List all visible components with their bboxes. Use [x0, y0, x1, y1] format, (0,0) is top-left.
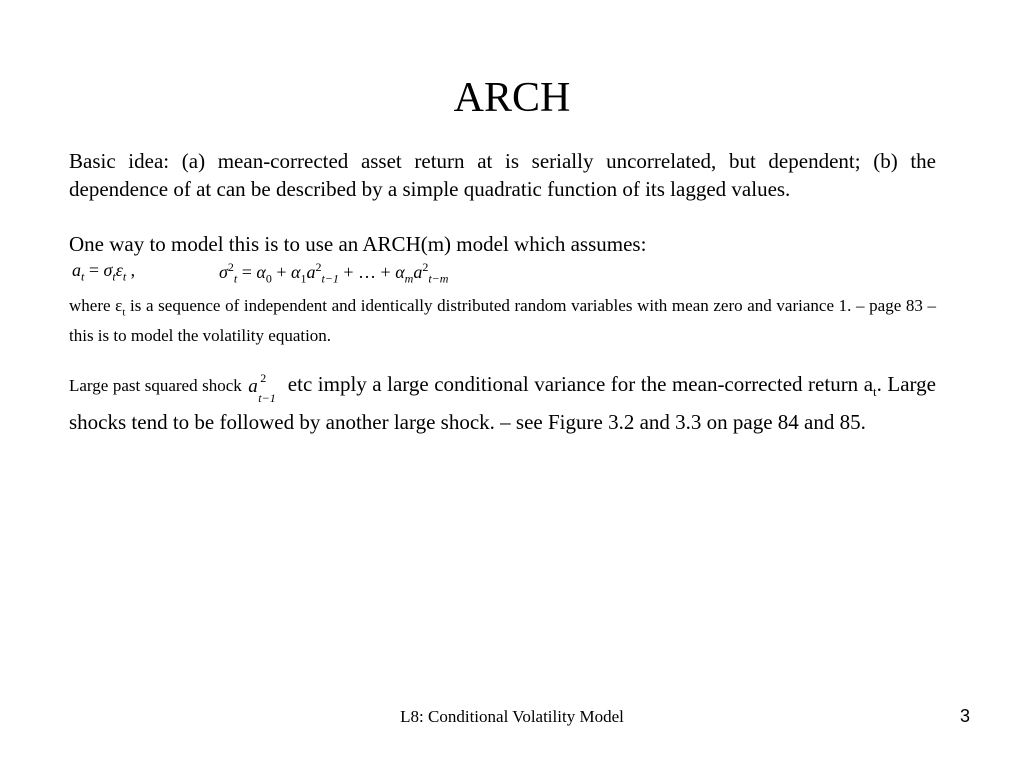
mean-equation: $a_t = \sigma_t\varepsilon_t$ , — [72, 260, 136, 284]
slide-footer: L8: Conditional Volatility Model — [400, 707, 624, 726]
page-number: 3 — [959, 706, 970, 726]
squared-shock-formula: a 2 t−1 — [248, 371, 276, 405]
slide-title: ARCH — [453, 75, 571, 121]
epsilon-definition-paragraph: where $\varepsilon_t$ is a sequence of independent and identically distributed random variables with mean zero and variance 1. – page 83 – this is to model the volatility equation. — [69, 296, 937, 346]
volatility-equation: $\sigma^2_t = \alpha_0 + \alpha_1a^2_{t-1}$ + … + $\alpha_ma^2_{t-m}$ — [219, 260, 449, 286]
basic-idea-paragraph: Basic idea: (a) mean-corrected asset return at is serially uncorrelated, but dependent; (b) the dependence of at can be described by a simple quadratic function of its lagged values. — [69, 149, 936, 201]
large-shock-paragraph: Large past squared shock a 2 t−1 etc imply a large conditional variance for the mean-corrected return $a_t$. Large shocks tend to be followed by another large shock. – see Figure 3.2 and 3.3 on page 84 and 85. — [69, 371, 936, 435]
arch-equations — [69, 258, 669, 294]
model-intro-paragraph: One way to model this is to use an ARCH(m) model which assumes: — [69, 232, 647, 256]
